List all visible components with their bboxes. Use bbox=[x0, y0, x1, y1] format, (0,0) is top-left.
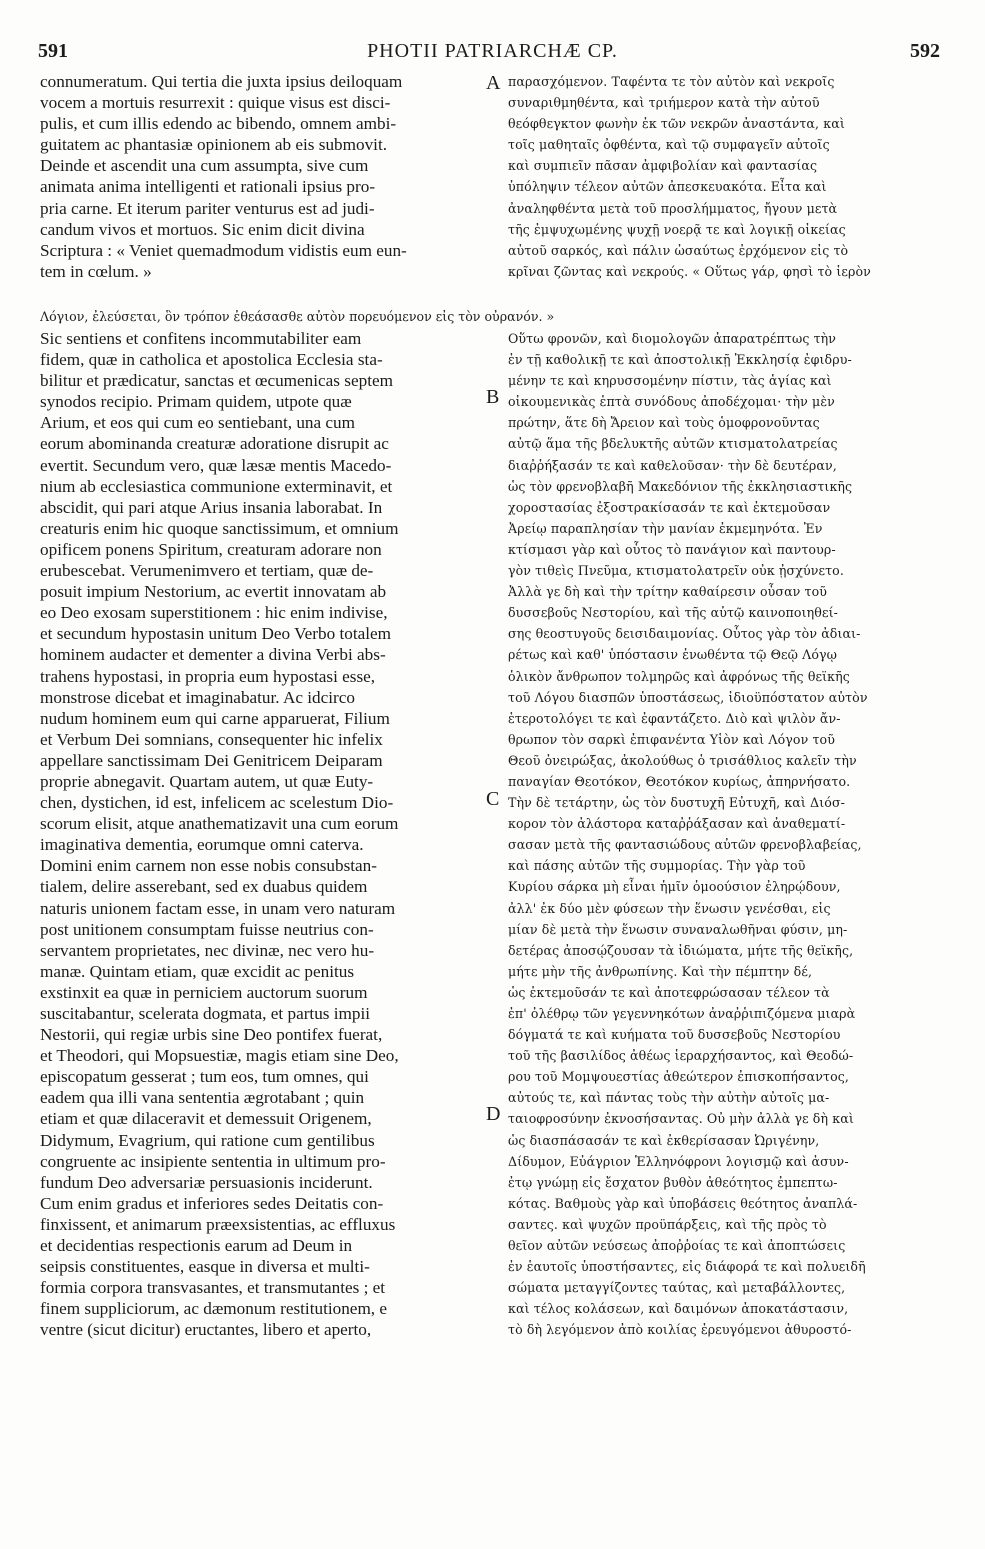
text-line: κορον τὸν ἀλάστορα καταῤῥάξασαν καὶ ἀναθεματί- bbox=[508, 816, 846, 832]
text-line: ὑπόληψιν τέλεον αὐτῶν ἀπεσκευακότα. Εἶτα καὶ bbox=[508, 179, 827, 195]
latin-column-top bbox=[40, 71, 480, 282]
text-line: synodos recipio. Primam quidem, utpote quæ bbox=[40, 392, 352, 412]
text-line: Deinde et ascendit una cum assumpta, sive cum bbox=[40, 156, 369, 176]
text-line: Sic sentiens et confitens incommutabiliter eam bbox=[40, 329, 362, 348]
text-line: ἐν τῇ καθολικῇ τε καὶ ἀποστολικῇ Ἐκκλησίᾳ ἐφιδρυ- bbox=[508, 352, 852, 368]
text-line: posuit impium Nestorium, ac evertit innovatam ab bbox=[40, 582, 387, 602]
text-line: συναριθμηθέντα, καὶ τριήμερον κατὰ τὴν αὐτοῦ bbox=[508, 95, 820, 111]
text-line: et Verbum Dei somnians, consequenter hic infelix bbox=[40, 729, 383, 749]
text-line: μίαν δὲ μετὰ τὴν ἕνωσιν συναναλωθῆναι φύσιν, μη- bbox=[508, 921, 848, 937]
text-line: seipsis constituentes, easque in diversa et multi- bbox=[40, 1257, 370, 1277]
text-line: ὡς τὸν φρενοβλαβῆ Μακεδόνιον τῆς ἐκκλησιαστικῆς bbox=[508, 478, 853, 494]
text-line: fidem, quæ in catholica et apostolica Ecclesia sta- bbox=[40, 350, 383, 370]
text-line: guitatem ac phantasiæ opinionem ab eis submovit. bbox=[40, 135, 388, 155]
text-line: Arium, et eos qui cum eo sentiebant, una cum bbox=[40, 413, 356, 433]
text-line: evertit. Secundum vero, quæ læsæ mentis Macedo- bbox=[40, 455, 392, 475]
text-line: Cum enim gradus et inferiores sedes Deitatis con- bbox=[40, 1193, 384, 1213]
text-line: naturis unionem factam esse, in unam vero naturam bbox=[40, 898, 396, 918]
text-line: finem suppliciorum, ac dæmonum restitutionem, e bbox=[40, 1299, 388, 1319]
text-line: Θεοῦ ὀνειρώξας, ἀκολούθως ὁ τρισάθλιος καλεῖν τὴν bbox=[508, 752, 857, 768]
running-title: PHOTII PATRIARCHÆ CP. bbox=[367, 40, 618, 62]
text-line: formia corpora transvasantes, et transmutantes ; et bbox=[40, 1278, 386, 1298]
text-line: congruente ac insipiente sententia in ultimum pro- bbox=[40, 1151, 386, 1171]
text-line: παναγίαν Θεοτόκον, Θεοτόκον κυρίως, ἀπηρνήσατο. bbox=[508, 773, 851, 789]
text-line: γὸν τιθεὶς Πνεῦμα, κτισματολατρεῖν οὐκ ᾐσχύνετο. bbox=[508, 563, 844, 579]
text-line: Τὴν δὲ τετάρτην, ὡς τὸν δυστυχῆ Εὐτυχῆ, καὶ Διόσ- bbox=[508, 795, 845, 811]
greek-spanning-line: Λόγιον, ἐλεύσεται, ὃν τρόπον ἐθεάσασθε αὐτὸν πορευόμενον εἰς τὸν οὐρανόν. » bbox=[40, 309, 555, 324]
text-line: Ἀρείῳ παραπλησίαν τὴν μανίαν ἐκμεμηνότα. Ἐν bbox=[508, 520, 823, 536]
section-marker-b: B bbox=[486, 386, 500, 408]
text-line: proprie abnegavit. Quartam autem, ut quæ Euty- bbox=[40, 771, 374, 791]
text-line: τὸ δὴ λεγόμενον ἀπὸ κοιλίας ἐρευγόμενοι ἀθυροστό- bbox=[508, 1322, 852, 1338]
text-line: αὐτούς τε, καὶ πάντας τοὺς τὴν αὐτὴν αὐτοῖς μα- bbox=[508, 1090, 830, 1106]
text-line: candum vivos et mortuos. Sic enim dicit divina bbox=[40, 219, 365, 239]
text-line: σώματα μεταγγίζοντες ταύτας, καὶ μεταβάλλοντες, bbox=[508, 1280, 846, 1296]
text-line: et decidentias respectionis earum ad Deum in bbox=[40, 1236, 353, 1256]
page-number-left: 591 bbox=[38, 40, 68, 62]
text-line: Didymum, Evagrium, qui ratione cum gentilibus bbox=[40, 1130, 375, 1150]
text-line: tialem, delire asserebant, sed ex duabus quidem bbox=[40, 877, 368, 897]
text-line: τοῦ τῆς βασιλίδος ἀθέως ἱεραρχήσαντος, καὶ Θεοδώ- bbox=[508, 1048, 854, 1064]
latin-column-main bbox=[40, 328, 480, 1341]
text-line: διαῤῥήξασάν τε καὶ καθελοῦσαν· τὴν δὲ δευτέραν, bbox=[508, 457, 837, 473]
text-line: καὶ τέλος κολάσεων, καὶ δαιμόνων ἀποκατάστασιν, bbox=[508, 1301, 849, 1317]
text-line: servantem proprietates, nec divinæ, nec vero hu- bbox=[40, 940, 375, 960]
text-line: manæ. Quintam etiam, quæ excidit ac penitus bbox=[40, 961, 355, 981]
text-line: hominem audacter et dementer a divina Verbi abs- bbox=[40, 645, 386, 665]
section-marker-a: A bbox=[486, 72, 501, 94]
page-number-right: 592 bbox=[910, 40, 940, 62]
text-line: δυσσεβοῦς Νεστορίου, καὶ τῆς αὐτῷ καινοποιηθεί- bbox=[508, 605, 838, 621]
text-line: eadem qua illi vana sententia ægrotabant ; quin bbox=[40, 1088, 365, 1108]
text-line: nudum hominem eum qui carne apparuerat, Filium bbox=[40, 708, 390, 728]
text-line: χοροστασίας ἐξοστρακίσασάν τε καὶ ἐκτεμοῦσαν bbox=[508, 499, 831, 515]
text-line: abscidit, qui pari atque Arius insania laborabat. In bbox=[40, 497, 383, 517]
text-line: Domini enim carnem non esse nobis consubstan- bbox=[40, 856, 378, 876]
text-line: αὐτῷ ἅμα τῆς βδελυκτῆς αὐτῶν κτισματολατρείας bbox=[508, 436, 838, 452]
text-line: opificem ponens Spiritum, creaturam adorare non bbox=[40, 539, 382, 559]
text-line: fundum Deo adversariæ persuasionis inciderunt. bbox=[40, 1172, 373, 1192]
text-line: eo Deo exosam superstitionem : hic enim indivise, bbox=[40, 603, 388, 623]
text-line: scorum elisit, atque anathematizavit una cum eorum bbox=[40, 814, 399, 834]
text-line: connumeratum. Qui tertia die juxta ipsius deiloquam bbox=[40, 72, 403, 91]
text-line: Δίδυμον, Εὐάγριον Ἑλληνόφρονι λογισμῷ καὶ ἀσυν- bbox=[508, 1153, 849, 1169]
text-line: et Theodori, qui Mopsuestiæ, magis etiam sine Deo, bbox=[40, 1046, 399, 1066]
text-line: et secundum hypostasin unitum Deo Verbo totalem bbox=[40, 624, 392, 644]
section-marker-d: D bbox=[486, 1103, 501, 1125]
text-line: suscitabantur, scelerata dogmata, et partus impii bbox=[40, 1004, 371, 1023]
text-line: trahens hypostasi, in propria eum hypostasi esse, bbox=[40, 666, 376, 686]
text-line: θρωπον τὸν σαρκὶ ἐπιφανέντα Υἱὸν καὶ Λόγον τοῦ bbox=[508, 731, 835, 747]
text-line: τοῖς μαθηταῖς ὀφθέντα, καὶ τῷ συμφαγεῖν αὐτοῖς bbox=[508, 137, 830, 153]
text-line: monstrose dicebat et imaginabatur. Ac idcirco bbox=[40, 687, 356, 707]
text-line: exstinxit ea quæ in perniciem auctorum suorum bbox=[40, 982, 368, 1002]
text-line: καὶ συμπιεῖν πᾶσαν ἀμφιβολίαν καὶ φαντασίας bbox=[508, 158, 818, 174]
text-line: κτίσμασι γὰρ καὶ οὗτος τὸ πανάγιον καὶ παντουρ- bbox=[508, 541, 836, 557]
text-line: ρου τοῦ Μομψουεστίας ἀθεώτερον ἐπισκοπήσαντος, bbox=[508, 1069, 850, 1085]
text-line: καὶ πάσης αὐτῶν τῆς συμμορίας. Τὴν γὰρ τοῦ bbox=[508, 858, 806, 874]
greek-column-main bbox=[508, 328, 945, 1341]
text-line: ventre (sicut dicitur) eructantes, libero et aperto, bbox=[40, 1320, 372, 1340]
text-line: episcopatum gesserat ; tum eos, tum omnes, qui bbox=[40, 1067, 369, 1087]
text-line: τοῦ Λόγου διασπῶν ὑποστάσεως, ἰδιοϋπόστατον αὐτὸν bbox=[508, 689, 868, 705]
text-line: ἐτῳ γνώμῃ εἰς ἔσχατον βυθὸν ἀθεότητος ἐμπεπτω- bbox=[508, 1174, 838, 1190]
text-line: eorum abominanda creaturæ adoratione disrupit ac bbox=[40, 434, 389, 454]
text-line: ἑτεροτολόγει τε καὶ ἐφαντάζετο. Διὸ καὶ ψιλὸν ἄν- bbox=[508, 710, 841, 726]
text-line: Ἀλλὰ γε δὴ καὶ τὴν τρίτην καθαίρεσιν οὖσαν τοῦ bbox=[508, 584, 828, 600]
text-line: μήτε μὴν τῆς ἀνθρωπίνης. Καὶ τὴν πέμπτην δέ, bbox=[508, 963, 813, 979]
text-line: Οὕτω φρονῶν, καὶ διομολογῶν ἀπαρατρέπτως τὴν bbox=[508, 331, 837, 346]
text-line: ταιοφροσύνην ἐκνοσήσαντας. Οὐ μὴν ἀλλὰ γε δὴ καὶ bbox=[508, 1111, 854, 1127]
text-line: Κυρίου σάρκα μὴ εἶναι ἡμῖν ὁμοούσιον ἐληρῴδουν, bbox=[508, 879, 841, 895]
text-line: θεῖον αὐτῶν νεύσεως ἀποῤῥοίας τε καὶ ἀποπτώσεις bbox=[508, 1238, 846, 1254]
text-line: vocem a mortuis resurrexit : quique visus est disci- bbox=[40, 93, 391, 113]
text-line: θεόφθεγκτον φωνὴν ἐκ τῶν νεκρῶν ἀναστάντα, καὶ bbox=[508, 116, 845, 132]
text-line: nium ab ecclesiastica communione exterminavit, et bbox=[40, 476, 393, 496]
text-line: οἰκουμενικὰς ἑπτὰ συνόδους ἀποδέχομαι· τὴν μὲν bbox=[508, 394, 835, 410]
text-line: ἐν ἑαυτοῖς ὑποστήσαντες, εἰς διάφορά τε καὶ πολυειδῆ bbox=[508, 1259, 866, 1275]
text-line: σασαν μετὰ τῆς φαντασιώδους αὐτῶν φρενοβλαβείας, bbox=[508, 837, 862, 853]
text-line: πρώτην, ἅτε δὴ Ἄρειον καὶ τοὺς ὁμοφρονοῦντας bbox=[508, 415, 820, 431]
text-line: imaginativa dementia, eorumque omni caterva. bbox=[40, 835, 364, 855]
text-line: μένην τε καὶ κηρυσσομένην πίστιν, τὰς ἁγίας καὶ bbox=[508, 373, 832, 389]
text-line: παρασχόμενον. Ταφέντα τε τὸν αὐτὸν καὶ νεκροῖς bbox=[508, 74, 835, 89]
text-line: κρῖναι ζῶντας καὶ νεκρούς. « Οὕτως γάρ, φησὶ τὸ ἱερὸν bbox=[508, 263, 871, 279]
text-line: ἐπ' ὀλέθρῳ τῶν γεγεννηκότων ἀναῤῥιπιζόμενα μιαρὰ bbox=[508, 1006, 856, 1021]
text-line: creaturis enim hic quoque sanctissimum, et omnium bbox=[40, 518, 399, 538]
greek-column-top bbox=[508, 71, 945, 282]
text-line: pria carne. Et iterum pariter venturus est ad judi- bbox=[40, 198, 375, 218]
text-line: etiam et quæ dilaceravit et demessuit Origenem, bbox=[40, 1109, 372, 1129]
text-line: post unitionem consumptam fuisse neutrius con- bbox=[40, 919, 374, 939]
text-line: σαντες. καὶ ψυχῶν προϋπάρξεις, καὶ τῆς πρὸς τὸ bbox=[508, 1216, 827, 1232]
text-line: ἀλλ' ἐκ δύο μὲν φύσεων τὴν ἕνωσιν γενέσθαι, εἰς bbox=[508, 900, 831, 916]
text-line: pulis, et cum illis edendo ac bibendo, omnem ambi- bbox=[40, 114, 397, 134]
text-line: appellare sanctissimam Dei Genitricem Deiparam bbox=[40, 750, 383, 770]
text-line: finxissent, et animarum præexsistentias, ac effluxus bbox=[40, 1214, 396, 1234]
text-line: Scriptura : « Veniet quemadmodum vidistis eum eun- bbox=[40, 240, 407, 260]
text-line: ὡς ἐκτεμοῦσάν τε καὶ ἀποτεφρώσασαν τέλεον τὰ bbox=[508, 984, 830, 1000]
text-line: δετέρας ἀποσῴζουσαν τὰ ἰδιώματα, μήτε τῆς θεϊκῆς, bbox=[508, 942, 854, 958]
text-line: ὡς διασπάσασάν τε καὶ ἐκθερίσασαν Ὠριγένην, bbox=[508, 1132, 820, 1148]
text-line: bilitur et prædicatur, sanctas et œcumenicas septem bbox=[40, 371, 393, 391]
text-line: ἀναληφθέντα μετὰ τοῦ προσλήμματος, ἤγουν μετὰ bbox=[508, 200, 838, 216]
text-line: ρέτως καὶ καθ' ὑπόστασιν ἑνωθέντα τῷ Θεῷ Λόγῳ bbox=[508, 647, 837, 663]
text-line: αὐτοῦ σαρκός, καὶ πάλιν ὡσαύτως ἐρχόμενον εἰς τὸ bbox=[508, 242, 849, 258]
section-marker-c: C bbox=[486, 788, 500, 810]
text-line: κότας. Βαθμοὺς γὰρ καὶ ὑποβάσεις θεότητος ἀναπλά- bbox=[508, 1195, 858, 1211]
text-line: σης θεοστυγοῦς δεισιδαιμονίας. Οὗτος γὰρ τὸν ἀδιαι- bbox=[508, 626, 861, 642]
text-line: chen, dystichen, id est, infelicem ac scelestum Dio- bbox=[40, 793, 394, 813]
text-line: τῆς ἐμψυχωμένης ψυχῇ νοερᾷ τε καὶ λογικῇ οἰκείας bbox=[508, 221, 846, 237]
text-line: δόγματά τε καὶ κυήματα τοῦ δυσσεβοῦς Νεστορίου bbox=[508, 1027, 841, 1043]
text-line: animata anima intelligenti et rationali ipsius pro- bbox=[40, 177, 376, 197]
text-line: Nestorii, qui regiæ urbis sine Deo pontifex fuerat, bbox=[40, 1025, 383, 1045]
text-line: ὁλικὸν ἄνθρωπον τολμηρῶς καὶ ἀφρόνως τῆς θεϊκῆς bbox=[508, 668, 850, 684]
text-line: erubescebat. Verumenimvero et tertiam, quæ de- bbox=[40, 561, 374, 581]
text-line: tem in cœlum. » bbox=[40, 261, 152, 281]
